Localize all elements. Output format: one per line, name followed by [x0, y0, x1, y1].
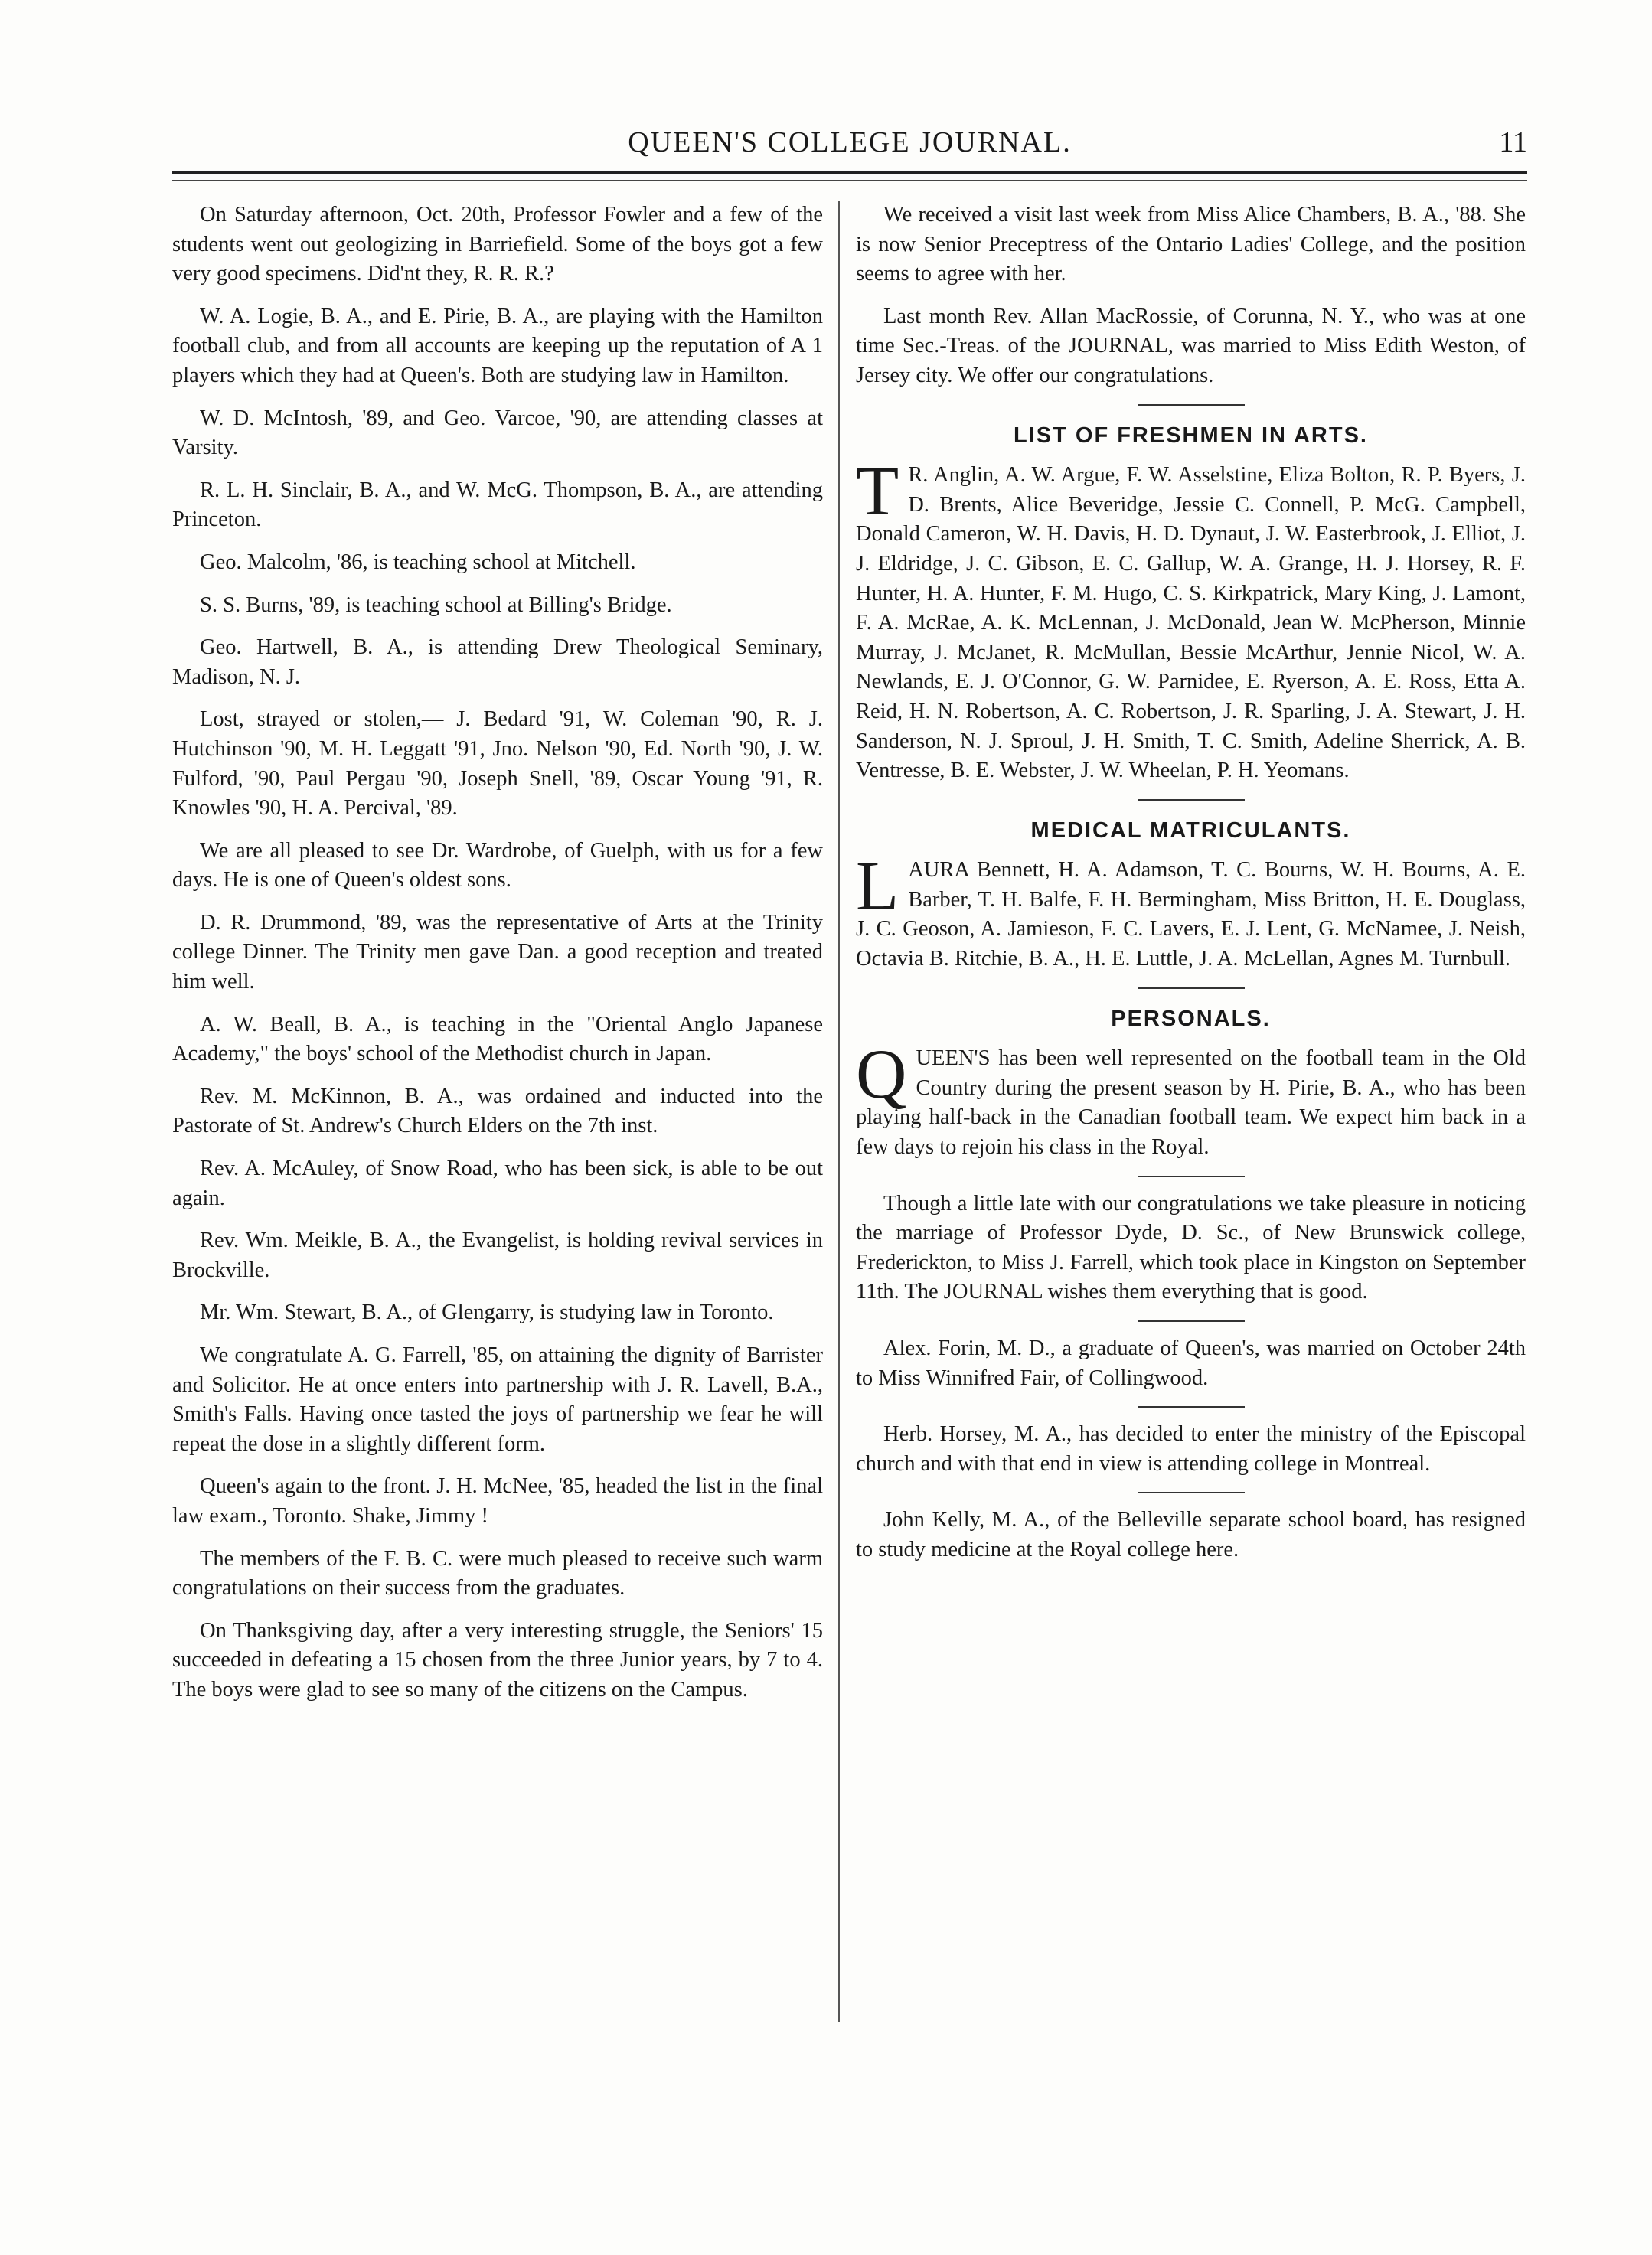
page-header	[172, 124, 1527, 162]
news-item: The members of the F. B. C. were much pleased to receive such warm congratulations on their success from the graduates.	[172, 1546, 823, 1601]
news-item: On Thanksgiving day, after a very interesting struggle, the Seniors' 15 succeeded in defeating a 15 chosen from the three Junior years, by 7 to 4. The boys were glad to see so many of the citizens on the Campus.	[172, 1618, 823, 1702]
journal-title: QUEEN'S COLLEGE JOURNAL.	[628, 126, 1072, 158]
news-item: Rev. M. McKinnon, B. A., was ordained and inducted into the Pastorate of St. Andrew's Church Elders on the 7th inst.	[172, 1084, 823, 1138]
header-rule-thin	[172, 180, 1527, 181]
news-item: W. D. McIntosh, '89, and Geo. Varcoe, '90, are attending classes at Varsity.	[172, 406, 823, 460]
personals-first	[856, 1035, 1526, 1162]
news-item: Geo. Malcolm, '86, is teaching school at Mitchell.	[200, 550, 636, 574]
section-rule	[1138, 1406, 1245, 1408]
freshmen-heading: LIST OF FRESHMEN IN ARTS.	[1014, 423, 1368, 448]
medical-names: AURA Bennett, H. A. Adamson, T. C. Bourns, W. H. Bourns, A. E. Barber, T. H. Balfe, F. H. Bermingham, Miss Britton, H. E. Douglass, J. C. Geoson, A. Jamieson, F. C. Lavers, E. J. Lent, G. McNamee, J. Neish, Octavia B. Ritchie, B. A., H. E. Luttle, J. A. McLellan, Agnes M. Turnbull.	[856, 858, 1526, 971]
news-item: We are all pleased to see Dr. Wardrobe, of Guelph, with us for a few days. He is one of Queen's oldest sons.	[172, 838, 823, 893]
section-rule	[1138, 1492, 1245, 1493]
section-rule	[1138, 987, 1245, 989]
news-item: John Kelly, M. A., of the Belleville separate school board, has resigned to study medicine at the Royal college here.	[856, 1508, 1526, 1562]
news-item: A. W. Beall, B. A., is teaching in the "Oriental Anglo Japanese Academy," the boys' school of the Methodist church in Japan.	[172, 1012, 823, 1066]
section-rule	[1138, 1320, 1245, 1322]
news-item: D. R. Drummond, '89, was the representative of Arts at the Trinity college Dinner. The Trinity men gave Dan. a good reception and treated him well.	[172, 910, 823, 994]
left-column	[172, 201, 823, 1718]
drop-cap: T	[856, 452, 899, 530]
personals-heading: PERSONALS.	[1111, 1006, 1271, 1031]
news-item: Rev. A. McAuley, of Snow Road, who has been sick, is able to be out again.	[172, 1157, 823, 1210]
header-rule-thick	[172, 171, 1527, 174]
news-item: Last month Rev. Allan MacRossie, of Corunna, N. Y., who was at one time Sec.-Treas. of the JOURNAL, was married to Miss Edith Weston, of Jersey city. We offer our congratulations.	[856, 304, 1526, 387]
section-rule	[1138, 1176, 1245, 1177]
news-item: On Saturday afternoon, Oct. 20th, Professor Fowler and a few of the students went out geologizing in Barriefield. Some of the boys got a few very good specimens. Did'nt they, R. R. R.?	[172, 203, 823, 286]
news-item: S. S. Burns, '89, is teaching school at Billing's Bridge.	[200, 592, 672, 617]
drop-cap: L	[856, 847, 899, 925]
news-item: Herb. Horsey, M. A., has decided to enter the ministry of the Episcopal church and with that end in view is attending college in Montreal.	[856, 1422, 1526, 1476]
drop-cap: Q	[856, 1035, 907, 1114]
column-divider	[838, 201, 840, 2022]
news-item: Rev. Wm. Meikle, B. A., the Evangelist, is holding revival services in Brockville.	[172, 1229, 823, 1282]
freshmen-list	[856, 452, 1526, 786]
news-item: R. L. H. Sinclair, B. A., and W. McG. Thompson, B. A., are attending Princeton.	[172, 478, 823, 532]
news-item: We received a visit last week from Miss Alice Chambers, B. A., '88. She is now Senior Preceptress of the Ontario Ladies' College, and the position seems to agree with her.	[856, 203, 1526, 286]
personals-first-text: UEEN'S has been well represented on the football team in the Old Country during the present season by H. Pirie, B. A., who has been playing half-back in the Canadian football team. We expect him back in a few days to rejoin his class in the Royal.	[856, 1046, 1526, 1160]
news-item: We congratulate A. G. Farrell, '85, on attaining the dignity of Barrister and Solicitor. He at once enters into partnership with J. R. Lavell, B.A., Smith's Falls. Having once tasted the joys of partnership we fear he will repeat the dose in a slightly different form.	[172, 1343, 823, 1456]
right-column	[856, 201, 1526, 1578]
medical-heading: MEDICAL MATRICULANTS.	[1030, 817, 1351, 843]
medical-list	[856, 847, 1526, 974]
news-item: W. A. Logie, B. A., and E. Pirie, B. A., are playing with the Hamilton football club, and from all accounts are keeping up the reputation of A 1 players which they had at Queen's. Both are studying law in Hamilton.	[172, 304, 823, 387]
news-item: Alex. Forin, M. D., a graduate of Queen's, was married on October 24th to Miss Winnifred Fair, of Collingwood.	[856, 1336, 1526, 1390]
news-item: Mr. Wm. Stewart, B. A., of Glengarry, is studying law in Toronto.	[200, 1300, 774, 1325]
news-item: Queen's again to the front. J. H. McNee, '85, headed the list in the final law exam., Toronto. Shake, Jimmy !	[172, 1474, 823, 1528]
news-item: Though a little late with our congratulations we take pleasure in noticing the marriage of Professor Dyde, D. Sc., of New Brunswick college, Frederickton, to Miss J. Farrell, which took place in Kingston on September 11th. The JOURNAL wishes them everything that is good.	[856, 1191, 1526, 1304]
section-rule	[1138, 799, 1245, 801]
page-number: 11	[1499, 126, 1527, 158]
freshmen-names: R. Anglin, A. W. Argue, F. W. Asselstine, Eliza Bolton, R. P. Byers, J. D. Brents, Alice Beveridge, Jessie C. Connell, P. McG. Campbell, Donald Cameron, W. H. Davis, H. D. Dynaut, J. W. Easterbrook, J. Elliot, J. J. Eldridge, J. C. Gibson, E. C. Gallup, W. A. Grange, H. J. Horsey, R. F. Hunter, H. A. Hunter, F. M. Hugo, C. S. Kirkpatrick, Mary King, J. Lamont, F. A. McRae, A. K. McLennan, J. McDonald, Jean W. McPherson, Minnie Murray, J. McJanet, R. McMullan, Bessie McArthur, Jennie Nicol, W. A. Newlands, E. J. O'Connor, G. W. Parnidee, E. Ryerson, A. E. Ross, Etta A. Reid, H. N. Robertson, A. C. Robertson, J. R. Sparling, J. A. Stewart, J. H. Sanderson, N. J. Sproul, J. H. Smith, T. C. Smith, Adeline Sherrick, A. B. Ventresse, B. E. Webster, J. W. Wheelan, P. H. Yeomans.	[856, 463, 1526, 783]
news-item: Geo. Hartwell, B. A., is attending Drew Theological Seminary, Madison, N. J.	[172, 635, 823, 689]
section-rule	[1138, 404, 1245, 406]
news-item: Lost, strayed or stolen,— J. Bedard '91, W. Coleman '90, R. J. Hutchinson '90, M. H. Leggatt '91, Jno. Nelson '90, Ed. North '90, J. W. Fulford, '90, Paul Pergau '90, Joseph Snell, '89, Oscar Young '91, R. Knowles '90, H. A. Percival, '89.	[172, 707, 823, 821]
